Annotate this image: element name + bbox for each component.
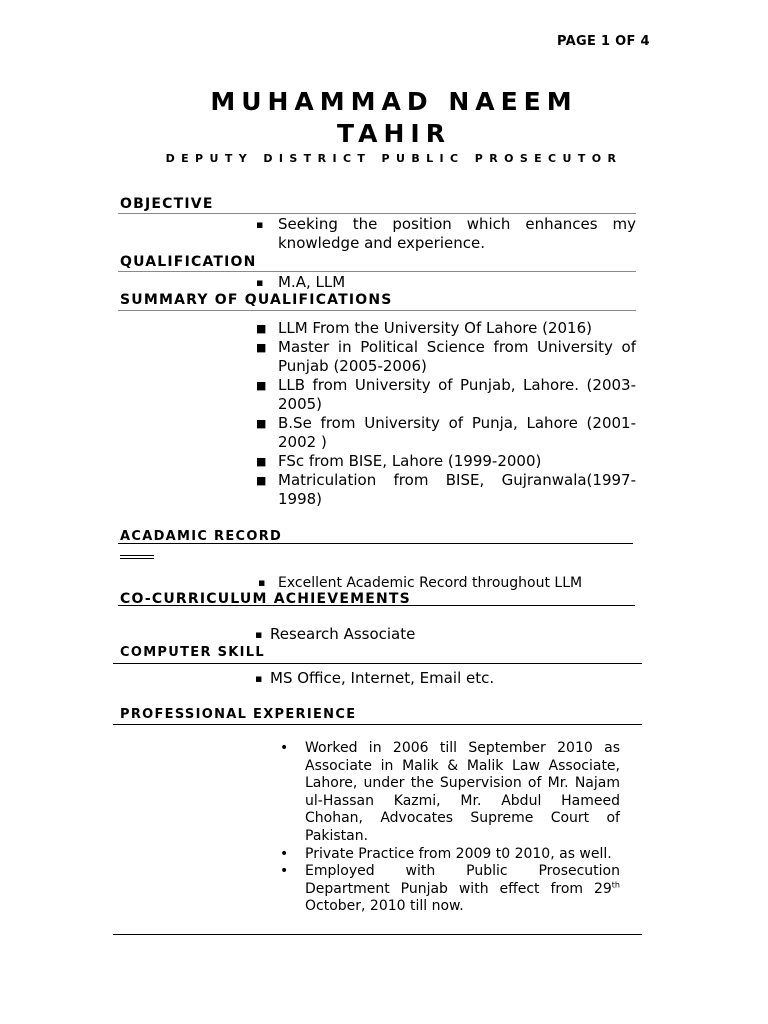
bullet-icon: ▪ bbox=[256, 218, 264, 231]
qualification-heading: QUALIFICATION bbox=[120, 254, 257, 270]
page-number: PAGE 1 OF 4 bbox=[557, 34, 650, 49]
cocurricular-list bbox=[255, 625, 635, 644]
experience-rule bbox=[113, 724, 642, 725]
list-item: • Worked in 2006 till September 2010 as Associate in Malik & Malik Law Associate, Lahore, under the Supervision of Mr. Najam ul-Hassan Kazmi, Mr. Abdul Hameed Chohan, Advocates Supreme Court of Pakistan. bbox=[280, 740, 620, 844]
bottom-rule bbox=[113, 934, 642, 935]
list-item: ▪ Excellent Academic Record throughout LLM bbox=[258, 575, 583, 591]
academic-rule-tail bbox=[120, 555, 154, 556]
objective-rule bbox=[118, 213, 636, 214]
computer-heading: COMPUTER SKILL bbox=[120, 645, 265, 660]
bullet-icon: ■ bbox=[256, 322, 267, 335]
bullet-icon: ▪ bbox=[256, 276, 264, 289]
bullet-icon: • bbox=[280, 845, 289, 862]
list-item: ■ Master in Political Science from University of Punjab (2005-2006) bbox=[256, 338, 636, 375]
qualification-list bbox=[256, 273, 636, 292]
list-item: ■ B.Se from University of Punja, Lahore (2001-2002 ) bbox=[256, 414, 636, 451]
experience-heading: PROFESSIONAL EXPERIENCE bbox=[120, 707, 357, 722]
summary-rule bbox=[118, 310, 636, 311]
cocurricular-rule bbox=[118, 605, 635, 606]
academic-rule-tail bbox=[120, 558, 154, 559]
bullet-icon: • bbox=[280, 740, 289, 756]
bullet-icon: ■ bbox=[256, 474, 267, 487]
summary-list bbox=[256, 319, 636, 509]
computer-rule bbox=[113, 663, 642, 664]
bullet-icon: ■ bbox=[256, 417, 267, 430]
list-item: ■ Matriculation from BISE, Gujranwala(1997-1998) bbox=[256, 471, 636, 508]
bullet-icon: ▪ bbox=[258, 576, 266, 589]
academic-list bbox=[258, 574, 638, 592]
academic-heading: ACADAMIC RECORD bbox=[120, 529, 283, 544]
list-item: ▪ MS Office, Internet, Email etc. bbox=[255, 669, 495, 687]
objective-list bbox=[256, 215, 636, 253]
objective-heading: OBJECTIVE bbox=[120, 196, 214, 212]
bullet-icon: ■ bbox=[256, 455, 267, 468]
cocurricular-heading: CO-CURRICULUM ACHIEVEMENTS bbox=[120, 591, 411, 607]
bullet-icon: ■ bbox=[256, 341, 267, 354]
superscript-th: th bbox=[611, 880, 620, 890]
bullet-icon: ▪ bbox=[255, 628, 263, 641]
list-item: ■ LLB from University of Punjab, Lahore. (2003-2005) bbox=[256, 376, 636, 413]
list-item: • Employed with Public Prosecution Department Punjab with effect from 29th October, 2010 till now. bbox=[280, 863, 620, 915]
bullet-icon: ▪ bbox=[255, 672, 263, 685]
list-item: ■ FSc from BISE, Lahore (1999-2000) bbox=[256, 452, 542, 470]
job-title: DEPUTY DISTRICT PUBLIC PROSECUTOR bbox=[165, 152, 623, 165]
list-item: ▪ M.A, LLM bbox=[256, 273, 346, 291]
qualification-rule bbox=[118, 271, 636, 272]
bullet-icon: • bbox=[280, 863, 289, 880]
experience-list bbox=[278, 740, 620, 916]
summary-heading: SUMMARY OF QUALIFICATIONS bbox=[120, 292, 393, 308]
list-item: ■ LLM From the University Of Lahore (2016) bbox=[256, 319, 592, 337]
candidate-name-line1: MUHAMMAD NAEEM bbox=[210, 87, 578, 116]
list-item: • Private Practice from 2009 t0 2010, as well. bbox=[280, 845, 612, 862]
candidate-name-line2: TAHIR bbox=[337, 119, 451, 148]
bullet-icon: ■ bbox=[256, 379, 267, 392]
computer-list bbox=[255, 669, 635, 688]
academic-rule bbox=[118, 543, 633, 544]
list-item: ▪ Research Associate bbox=[255, 625, 416, 643]
list-item: ▪ Seeking the position which enhances my knowledge and experience. bbox=[256, 215, 636, 252]
